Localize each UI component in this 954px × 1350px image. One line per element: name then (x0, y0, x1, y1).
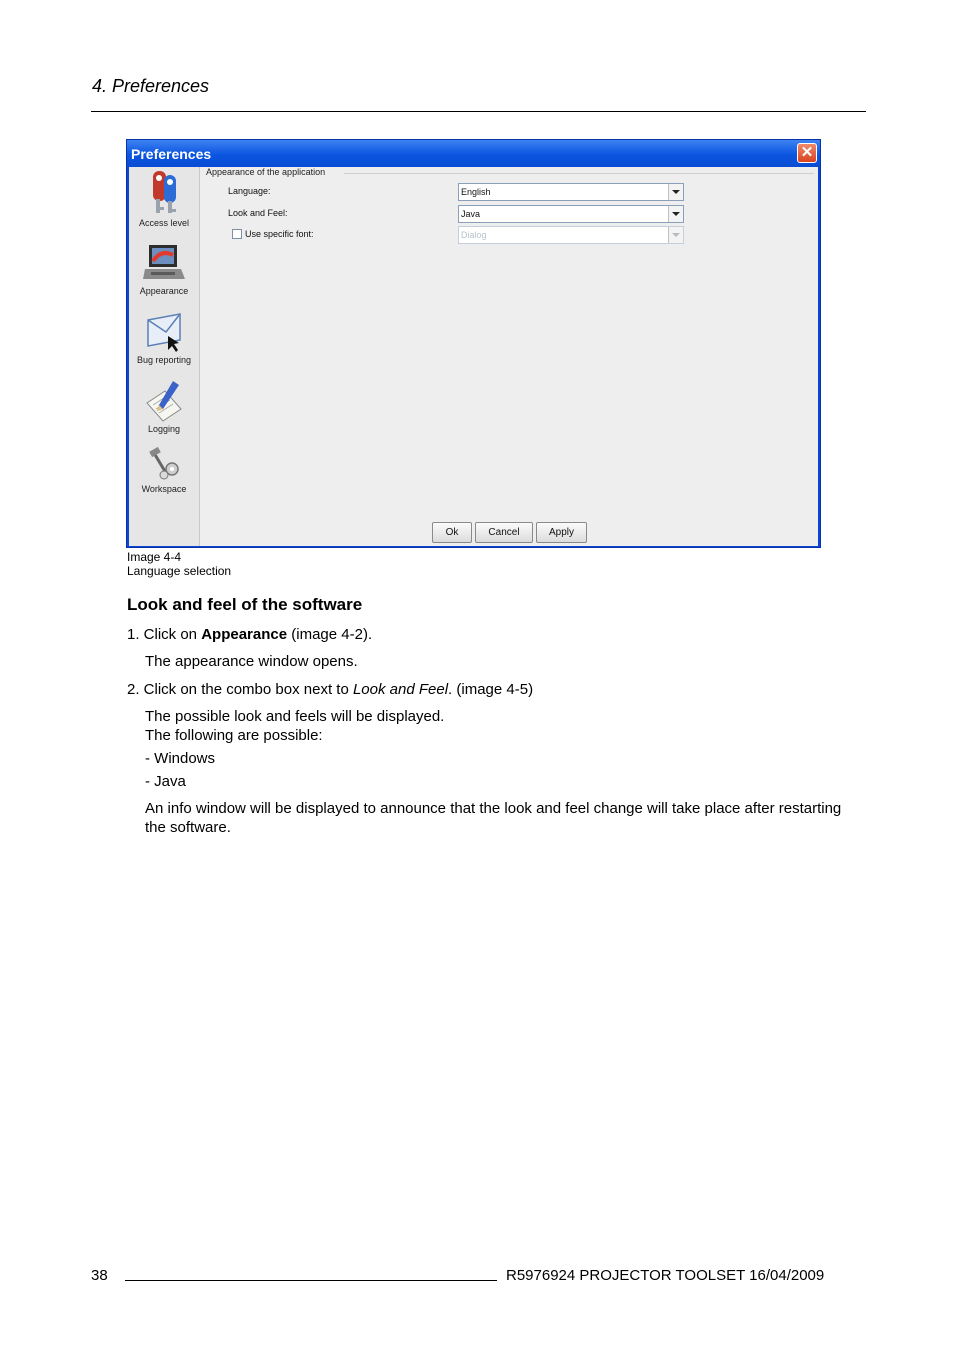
close-icon: ✕ (800, 144, 814, 161)
header-rule (91, 111, 866, 112)
sidebar-item-label: Workspace (141, 484, 187, 494)
group-divider (344, 173, 814, 174)
page-number: 38 (91, 1267, 108, 1284)
look-and-feel-label: Look and Feel: (228, 208, 288, 218)
close-button[interactable] (797, 143, 817, 163)
info-paragraph-line-2: the software. (145, 819, 231, 836)
step-2-ref: . (image 4-5) (448, 681, 534, 698)
step-1 (127, 626, 372, 643)
group-title: Appearance of the application (206, 167, 328, 177)
list-item: - Java (145, 773, 186, 790)
section-heading: Look and feel of the software (127, 595, 363, 614)
use-specific-font-label: Use specific font: (245, 229, 314, 239)
step-1-ref: (image 4-2). (287, 626, 373, 643)
sidebar-item-appearance[interactable] (129, 241, 199, 296)
notepad-pen-icon (143, 379, 185, 423)
sidebar-item-label: Access level (138, 218, 190, 228)
sidebar-item-access-level[interactable] (129, 169, 199, 228)
step-2 (127, 681, 533, 698)
preferences-sidebar (129, 167, 200, 546)
cancel-button[interactable]: Cancel (475, 522, 533, 543)
sidebar-item-workspace[interactable] (129, 447, 199, 494)
font-combo-value: Dialog (461, 230, 487, 240)
document-reference: R5976924 PROJECTOR TOOLSET 16/04/2009 (506, 1267, 825, 1284)
keys-icon (144, 169, 184, 217)
sidebar-item-label: Bug reporting (136, 355, 192, 365)
sidebar-item-logging[interactable] (129, 379, 199, 434)
footer-rule (125, 1280, 497, 1281)
language-combo[interactable] (458, 183, 684, 201)
dialog-title: Preferences (131, 146, 212, 162)
step-1-text: 1. Click on (127, 626, 202, 643)
chevron-down-icon[interactable] (668, 184, 683, 200)
preferences-dialog (126, 139, 821, 548)
ok-button[interactable]: Ok (432, 522, 472, 543)
list-item: - Windows (145, 750, 216, 767)
laptop-paint-icon (143, 241, 185, 285)
appearance-panel (204, 167, 816, 507)
section-header-title: 4. Preferences (92, 76, 210, 96)
font-combo (458, 226, 684, 244)
sidebar-item-label: Logging (147, 424, 181, 434)
info-paragraph-line-1: An info window will be displayed to announce that the look and feel change will take place after restarting (145, 800, 842, 817)
sidebar-item-label: Appearance (139, 286, 189, 296)
language-combo-value: English (461, 187, 491, 197)
look-and-feel-combo[interactable] (458, 205, 684, 223)
step-2-text: 2. Click on the combo box next to (127, 681, 353, 698)
sidebar-item-bug-reporting[interactable] (129, 310, 199, 365)
use-specific-font-checkbox[interactable] (232, 229, 242, 239)
dialog-titlebar[interactable] (127, 140, 820, 167)
language-label: Language: (228, 186, 271, 196)
look-and-feel-term: Look and Feel (352, 681, 449, 698)
apply-button[interactable]: Apply (536, 522, 587, 543)
chevron-down-icon[interactable] (668, 206, 683, 222)
step-2-result-1: The possible look and feels will be displayed. (145, 708, 445, 725)
image-caption: Language selection (127, 564, 232, 578)
appearance-term: Appearance (201, 626, 288, 643)
look-and-feel-combo-value: Java (461, 209, 481, 219)
tools-icon (144, 447, 184, 483)
image-number: Image 4-4 (127, 550, 182, 564)
dialog-client (129, 167, 818, 546)
step-1-result: The appearance window opens. (145, 653, 358, 670)
chevron-down-icon (668, 227, 683, 243)
envelope-icon (144, 310, 184, 354)
step-2-result-2: The following are possible: (145, 727, 323, 744)
